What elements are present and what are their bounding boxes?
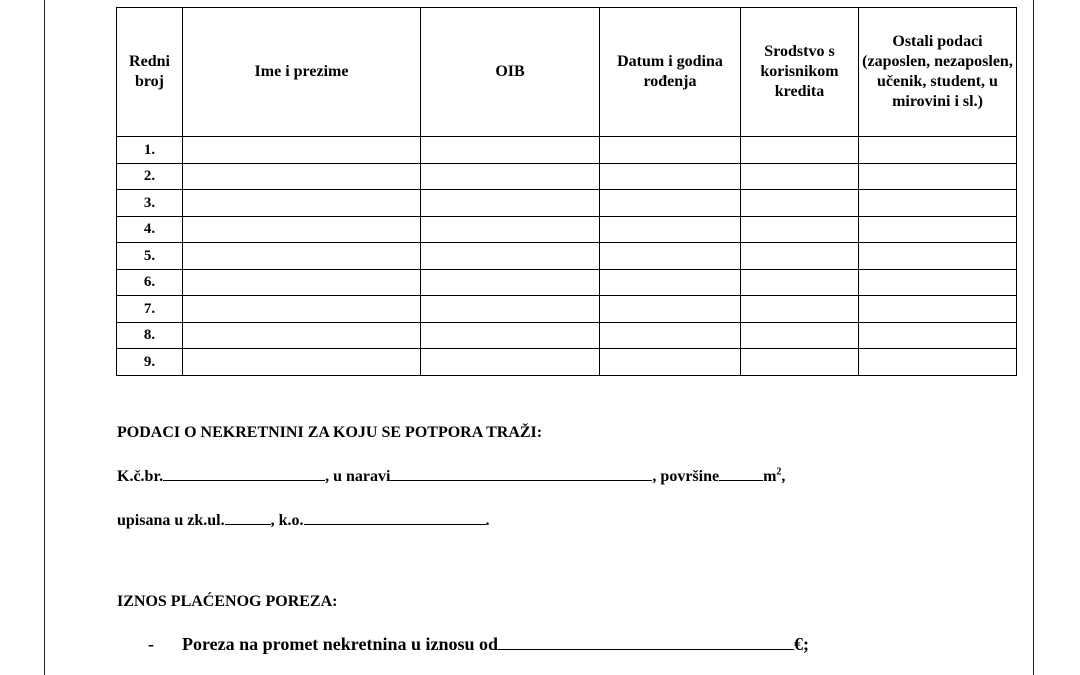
header-oib: OIB [421, 8, 600, 137]
table-header-row [117, 8, 1017, 137]
property-line-1 [117, 466, 785, 486]
birthdate-cell[interactable] [600, 296, 741, 323]
povrsine-label: , površine [652, 468, 720, 485]
relation-cell[interactable] [741, 296, 859, 323]
birthdate-cell[interactable] [600, 163, 741, 190]
kcbr-label: K.č.br. [117, 468, 164, 485]
other-data-cell[interactable] [859, 190, 1017, 217]
other-data-cell[interactable] [859, 243, 1017, 270]
row-number: 3. [117, 190, 183, 217]
tax-item-label: Poreza na promet nekretnina u iznosu od [182, 634, 499, 654]
tax-amount-field[interactable] [498, 634, 794, 650]
name-cell[interactable] [183, 243, 421, 270]
name-cell[interactable] [183, 269, 421, 296]
relation-cell[interactable] [741, 322, 859, 349]
povrsine-field[interactable] [719, 466, 763, 481]
relation-cell[interactable] [741, 190, 859, 217]
table-row [117, 243, 1017, 270]
naravi-label: , u naravi [325, 468, 391, 485]
table-row [117, 163, 1017, 190]
birthdate-cell[interactable] [600, 269, 741, 296]
table-row [117, 296, 1017, 323]
relation-cell[interactable] [741, 349, 859, 376]
other-data-cell[interactable] [859, 349, 1017, 376]
row-number: 4. [117, 216, 183, 243]
area-unit: m [763, 468, 777, 485]
name-cell[interactable] [183, 322, 421, 349]
household-members-table [116, 7, 1017, 376]
header-srodstvo: Srodstvo s korisnikom kredita [741, 8, 859, 137]
name-cell[interactable] [183, 349, 421, 376]
line2-end: . [485, 512, 490, 529]
zkul-field[interactable] [225, 510, 271, 525]
bullet-dash: - [148, 634, 154, 654]
header-datum-rodjenja: Datum i godina rođenja [600, 8, 741, 137]
relation-cell[interactable] [741, 137, 859, 164]
other-data-cell[interactable] [859, 322, 1017, 349]
property-section-title: PODACI O NEKRETNINI ZA KOJU SE POTPORA TRAŽI: [117, 424, 543, 441]
tax-item-line [148, 634, 809, 655]
name-cell[interactable] [183, 190, 421, 217]
oib-cell[interactable] [421, 190, 600, 217]
birthdate-cell[interactable] [600, 243, 741, 270]
birthdate-cell[interactable] [600, 349, 741, 376]
name-cell[interactable] [183, 137, 421, 164]
row-number: 7. [117, 296, 183, 323]
birthdate-cell[interactable] [600, 216, 741, 243]
relation-cell[interactable] [741, 243, 859, 270]
name-cell[interactable] [183, 216, 421, 243]
header-ostali-podaci: Ostali podaci (zaposlen, nezaposlen, učenik, student, u mirovini i sl.) [859, 8, 1017, 137]
birthdate-cell[interactable] [600, 322, 741, 349]
row-number: 9. [117, 349, 183, 376]
currency-label: €; [794, 634, 810, 654]
oib-cell[interactable] [421, 269, 600, 296]
row-number: 8. [117, 322, 183, 349]
header-redni-broj: Redni broj [117, 8, 183, 137]
row-number: 1. [117, 137, 183, 164]
birthdate-cell[interactable] [600, 137, 741, 164]
kcbr-field[interactable] [163, 466, 325, 481]
other-data-cell[interactable] [859, 269, 1017, 296]
oib-cell[interactable] [421, 243, 600, 270]
ko-field[interactable] [304, 510, 486, 525]
table-row [117, 349, 1017, 376]
table-row [117, 137, 1017, 164]
line1-end: , [781, 468, 786, 485]
table-row [117, 190, 1017, 217]
oib-cell[interactable] [421, 216, 600, 243]
table-row [117, 269, 1017, 296]
ko-label: , k.o. [270, 512, 304, 529]
relation-cell[interactable] [741, 163, 859, 190]
row-number: 6. [117, 269, 183, 296]
oib-cell[interactable] [421, 322, 600, 349]
row-number: 5. [117, 243, 183, 270]
relation-cell[interactable] [741, 269, 859, 296]
header-ime-prezime: Ime i prezime [183, 8, 421, 137]
property-line-2 [117, 510, 490, 530]
oib-cell[interactable] [421, 163, 600, 190]
naravi-field[interactable] [390, 466, 652, 481]
table-row [117, 216, 1017, 243]
oib-cell[interactable] [421, 137, 600, 164]
other-data-cell[interactable] [859, 137, 1017, 164]
table-row [117, 322, 1017, 349]
other-data-cell[interactable] [859, 163, 1017, 190]
other-data-cell[interactable] [859, 216, 1017, 243]
name-cell[interactable] [183, 296, 421, 323]
name-cell[interactable] [183, 163, 421, 190]
oib-cell[interactable] [421, 349, 600, 376]
tax-section-title: IZNOS PLAĆENOG POREZA: [117, 593, 338, 610]
relation-cell[interactable] [741, 216, 859, 243]
oib-cell[interactable] [421, 296, 600, 323]
other-data-cell[interactable] [859, 296, 1017, 323]
birthdate-cell[interactable] [600, 190, 741, 217]
area-unit-exponent: 2 [776, 466, 782, 478]
row-number: 2. [117, 163, 183, 190]
zkul-label: upisana u zk.ul. [117, 512, 225, 529]
